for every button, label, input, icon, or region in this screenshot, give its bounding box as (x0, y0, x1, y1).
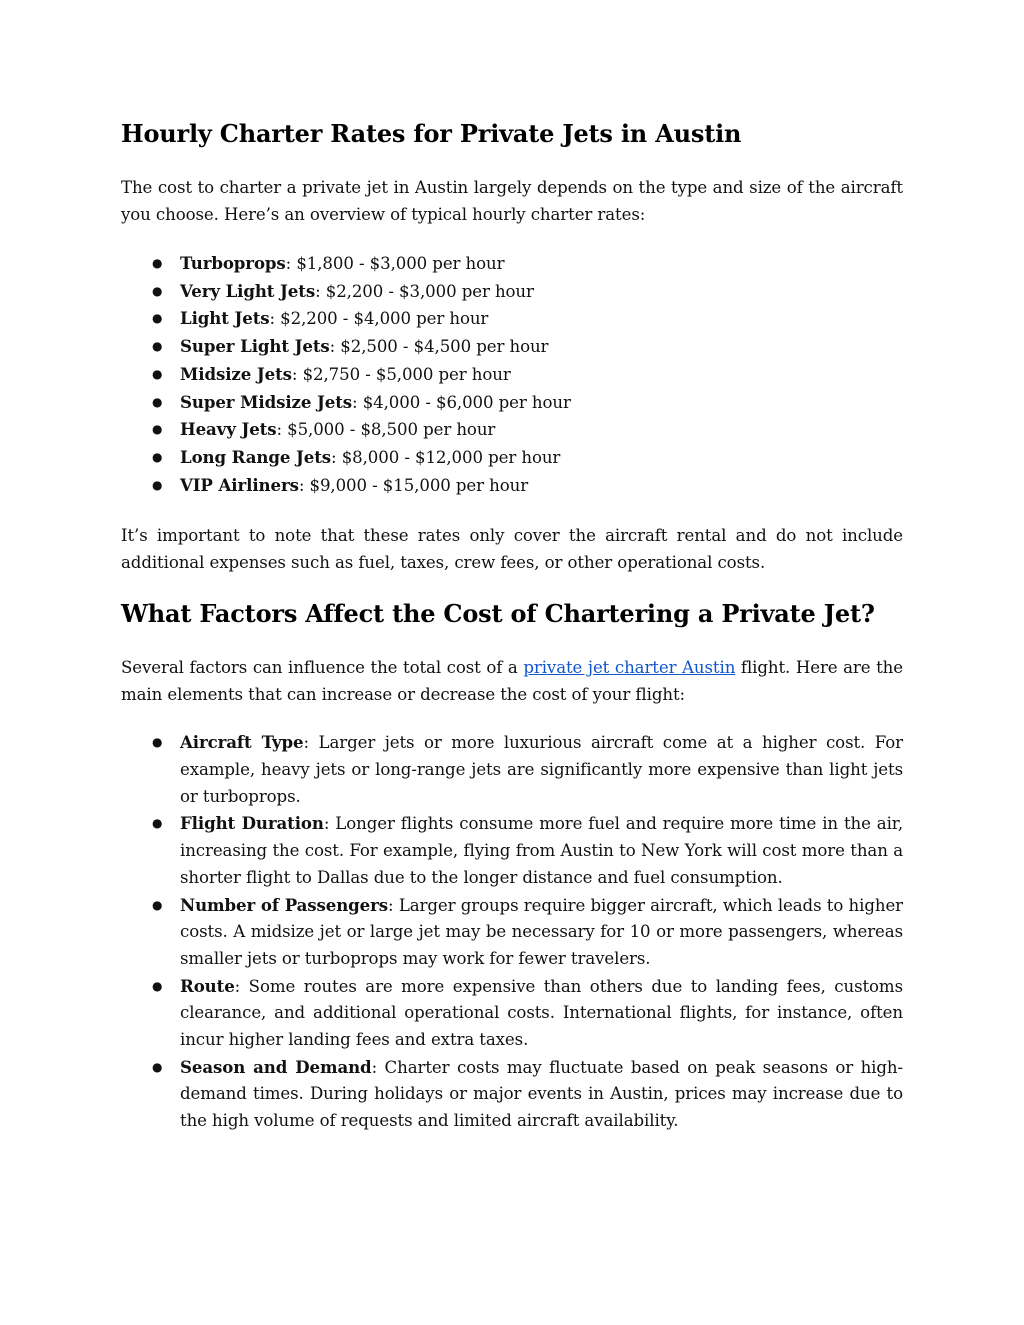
factor-desc: : Longer flights consume more fuel and require more time in the air, increasing the cost. For example, flying from Austin to New York will cost more than a shorter flight to Dallas due to the longer distance and fuel consumption. (180, 814, 903, 887)
rate-desc: : $5,000 - $8,500 per hour (276, 420, 496, 440)
list-item-rate (180, 361, 903, 389)
list-item-factor (180, 1054, 903, 1135)
rate-term: Very Light Jets (180, 280, 316, 301)
factor-desc: : Larger jets or more luxurious aircraft come at a higher cost. For example, heavy jets or long-range jets are significantly more expensive than light jets or turboprops. (180, 733, 903, 806)
rate-term: Super Midsize Jets (180, 391, 353, 412)
rates-disclaimer: It’s important to note that these rates only cover the aircraft rental and do not include additional expenses such as fuel, taxes, crew fees, or other operational costs. (121, 526, 903, 572)
intro-text-after-link: flight. Here are the main elements that can increase or decrease the cost of your flight: (121, 658, 903, 704)
rate-desc: : $2,200 - $4,000 per hour (269, 309, 489, 329)
section-title-cost-factors: What Factors Affect the Cost of Chartering a Private Jet? (121, 599, 875, 629)
list-item-rate (180, 278, 903, 306)
factor-desc: : Larger groups require bigger aircraft, which leads to higher costs. A midsize jet or large jet may be necessary for 10 or more passengers, whereas smaller jets or turboprops may work for fewer travelers. (180, 895, 903, 968)
list-item-rate (180, 472, 903, 500)
list-item-rate (180, 333, 903, 361)
rate-term: Super Light Jets (180, 336, 330, 357)
list-item-rate (180, 305, 903, 333)
factor-term: Aircraft Type (180, 732, 304, 753)
document-page (121, 108, 903, 1135)
rate-term: Midsize Jets (180, 363, 292, 384)
intro-text-before-link: Several factors can influence the total cost of a (121, 658, 524, 678)
rate-desc: : $2,200 - $3,000 per hour (315, 281, 534, 301)
cost-factors-list (121, 729, 903, 1135)
rate-term: Heavy Jets (180, 419, 277, 440)
list-item-rate (180, 444, 903, 472)
rate-desc: : $8,000 - $12,000 per hour (331, 447, 561, 467)
factor-term: Route (180, 975, 235, 996)
factor-term: Flight Duration (180, 813, 324, 834)
factor-term: Season and Demand (180, 1056, 372, 1077)
factor-term: Number of Passengers (180, 894, 389, 915)
list-item-factor (180, 892, 903, 973)
hourly-rates-list (121, 250, 903, 499)
rate-term: Turboprops (180, 253, 286, 273)
rate-desc: : $2,500 - $4,500 per hour (329, 337, 549, 357)
private-jet-charter-austin-link[interactable]: private jet charter Austin (523, 658, 736, 678)
factor-desc: : Charter costs may fluctuate based on peak seasons or high-demand times. During holidays or major events in Austin, prices may increase due to the high volume of requests and limited aircraft availability. (180, 1057, 904, 1131)
rate-desc: : $9,000 - $15,000 per hour (298, 475, 529, 495)
factor-desc: : Some routes are more expensive than others due to landing fees, customs clearance, and additional operational costs. International flights, for instance, often incur higher landing fees and extra taxes. (180, 976, 903, 1050)
hourly-rates-intro: The cost to charter a private jet in Austin largely depends on the type and size of the aircraft you choose. Here’s an overview of typical hourly charter rates: (121, 178, 903, 224)
rate-term: Light Jets (180, 308, 270, 329)
rate-term: Long Range Jets (180, 446, 332, 467)
list-item-rate (180, 416, 903, 444)
rate-desc: : $2,750 - $5,000 per hour (291, 364, 511, 384)
list-item-rate (180, 250, 903, 278)
rate-desc: : $1,800 - $3,000 per hour (285, 254, 505, 273)
rate-desc: : $4,000 - $6,000 per hour (352, 392, 571, 412)
list-item-factor (180, 810, 903, 891)
list-item-rate (180, 389, 903, 417)
rate-term: VIP Airliners (180, 474, 299, 495)
cost-factors-intro (121, 655, 903, 708)
list-item-factor (180, 729, 903, 810)
section-title-hourly-rates: Hourly Charter Rates for Private Jets in Austin (121, 119, 742, 148)
list-item-factor (180, 973, 903, 1054)
